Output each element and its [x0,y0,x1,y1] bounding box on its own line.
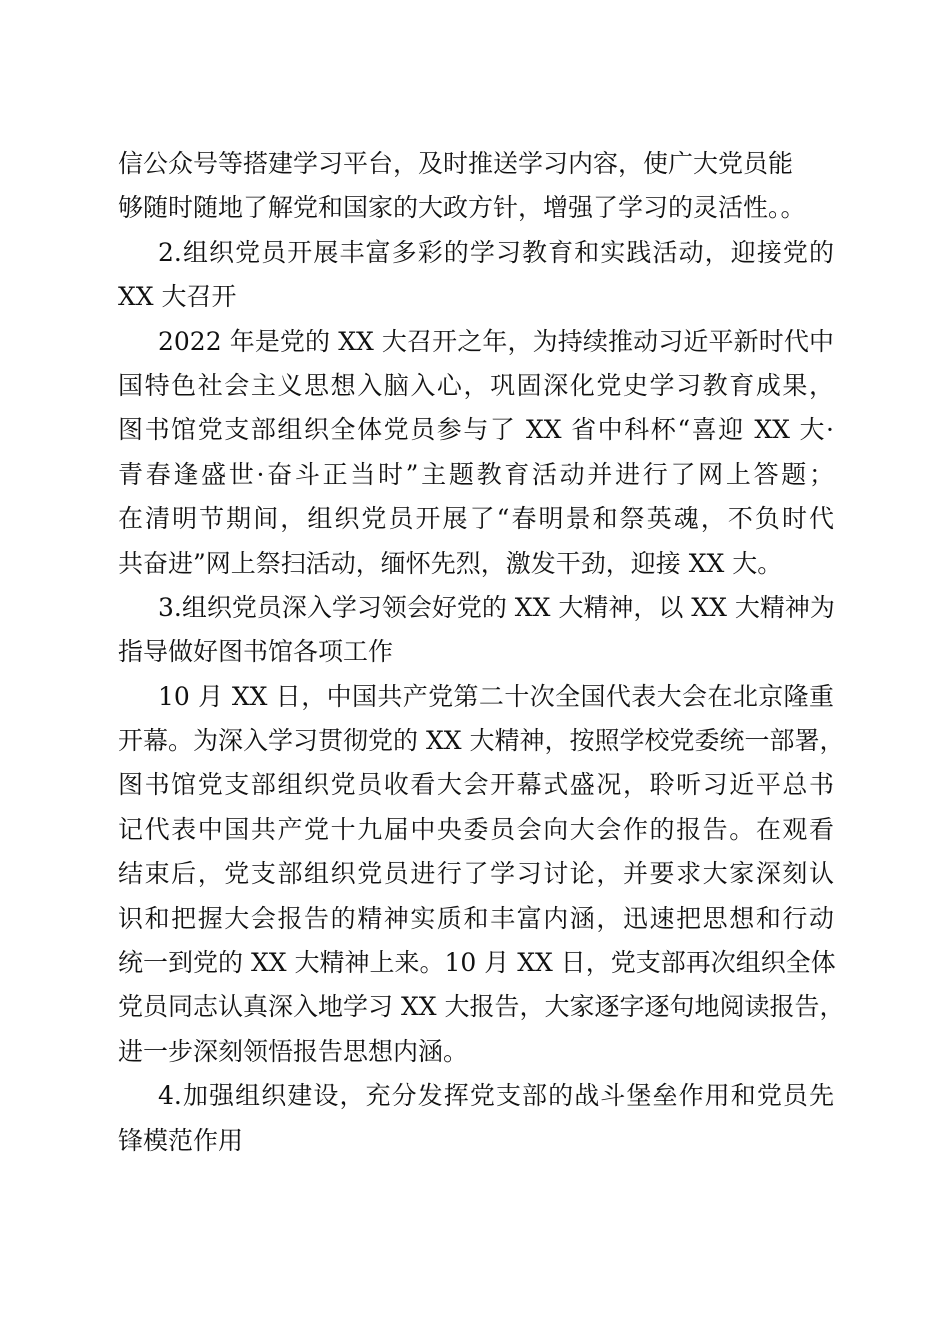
section-heading-line: XX 大召开 [118,282,237,312]
paragraph-line: 进一步深刻领悟报告思想内涵。 [118,1036,469,1066]
section-heading-line: 锋模范作用 [118,1125,244,1155]
paragraph-line: 共奋进”网上祭扫活动，缅怀先烈，激发干劲，迎接 XX 大。 [118,548,783,578]
paragraph-line: 10 月 XX 日，中国共产党第二十次全国代表大会在北京隆重 [158,681,834,711]
section-heading-line: 2.组织党员开展丰富多彩的学习教育和实践活动，迎接党的 [158,237,834,267]
paragraph-line: 结束后，党支部组织党员进行了学习讨论，并要求大家深刻认 [118,859,834,889]
paragraph-line: 图书馆党支部组织党员收看大会开幕式盛况，聆听习近平总书 [118,770,834,800]
paragraph-line: 信公众号等搭建学习平台，及时推送学习内容，使广大党员能 [118,149,794,178]
section-heading-line: 4.加强组织建设，充分发挥党支部的战斗堡垒作用和党员先 [158,1081,834,1111]
paragraph-line: 记代表中国共产党十九届中央委员会向大会作的报告。在观看 [118,814,834,844]
section-heading-line: 指导做好图书馆各项工作 [118,637,394,667]
paragraph-line: 够随时随地了解党和国家的大政方针，增强了学习的灵活性。。 [118,193,806,223]
paragraph-line: 党员同志认真深入地学习 XX 大报告，大家逐字逐句地阅读报告， [118,992,845,1022]
paragraph-line: 国特色社会主义思想入脑入心，巩固深化党史学习教育成果， [118,370,834,400]
paragraph-line: 开幕。为深入学习贯彻党的 XX 大精神，按照学校党委统一部署， [118,726,845,756]
body-text [118,142,845,1163]
paragraph-line: 青春逢盛世·奋斗正当时”主题教育活动并进行了网上答题； [118,459,834,489]
paragraph-line: 统一到党的 XX 大精神上来。10 月 XX 日，党支部再次组织全体 [118,948,836,978]
paragraph-line: 识和把握大会报告的精神实质和丰富内涵，迅速把思想和行动 [118,903,834,933]
paragraph-line: 在清明节期间，组织党员开展了“春明景和祭英魂，不负时代 [118,504,834,534]
section-heading-line: 3.组织党员深入学习领会好党的 XX 大精神，以 XX 大精神为 [158,592,835,622]
paragraph-line: 图书馆党支部组织全体党员参与了 XX 省中科杯“喜迎 XX 大· [118,415,834,445]
paragraph-line: 2022 年是党的 XX 大召开之年，为持续推动习近平新时代中 [158,326,834,356]
